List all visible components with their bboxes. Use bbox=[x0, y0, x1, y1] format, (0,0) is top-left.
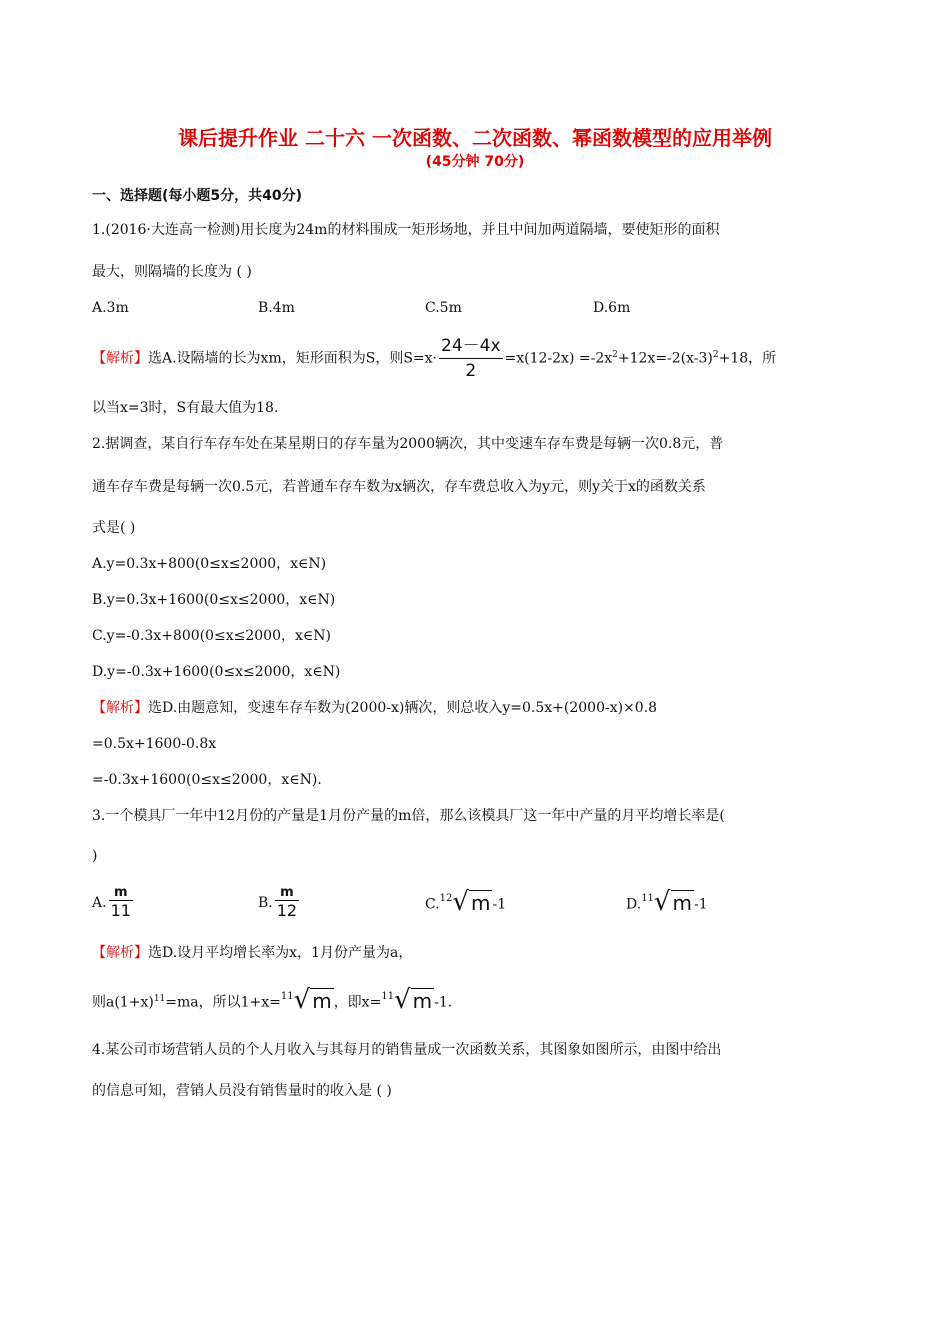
q1-option-b: B.4m bbox=[258, 300, 295, 316]
q2-option-b: B.y=0.3x+1600(0≤x≤2000，x∈N) bbox=[92, 592, 336, 608]
q3-c-index: 12 bbox=[439, 893, 453, 904]
q3-solution-line1 bbox=[92, 943, 412, 963]
q1-stem-line2: 最大，则隔墙的长度为 ( ) bbox=[92, 264, 252, 280]
q2-solution-line3: =-0.3x+1600(0≤x≤2000，x∈N). bbox=[92, 772, 322, 788]
q3-option-c-label: C. bbox=[425, 896, 440, 913]
q2-solution-line1 bbox=[92, 698, 657, 718]
q3-sol2-mid2: ，即x= bbox=[333, 994, 382, 1011]
q3-sol2-mid: =ma，所以1+x= bbox=[165, 994, 281, 1011]
q1-sol-pre: 选A.设隔墙的长为xm，矩形面积为S，则S=x· bbox=[148, 350, 437, 367]
q1-fraction bbox=[439, 334, 503, 383]
q1-sol-post3: +18，所 bbox=[718, 350, 777, 367]
q3-option-a-label: A. bbox=[92, 895, 107, 911]
q1-frac-num: 24－4x bbox=[441, 336, 501, 357]
q2-stem-line2: 通车存车费是每辆一次0.5元，若普通车存车数为x辆次，存车费总收入为y元，则y关于x的函数关系 bbox=[92, 479, 706, 495]
page-title: 课后提升作业 二十六 一次函数、二次函数、幂函数模型的应用举例 bbox=[178, 126, 772, 150]
radical-sign: √ bbox=[394, 985, 411, 1016]
q2-solution-line2: =0.5x+1600-0.8x bbox=[92, 736, 217, 752]
q3-sol-index2: 11 bbox=[381, 991, 395, 1003]
radical-sign: √ bbox=[293, 985, 311, 1016]
q1-sol-post1: =x(12-2x) =-2x bbox=[504, 350, 613, 367]
q1-sup1: 2 bbox=[612, 350, 618, 360]
q3-d-index: 11 bbox=[641, 893, 654, 904]
q1-solution-line1 bbox=[92, 331, 776, 383]
q3-option-d-root bbox=[641, 882, 694, 927]
radical-sign: √ bbox=[653, 887, 671, 917]
q3-sol-root2 bbox=[381, 980, 434, 1025]
q1-solution-line2: 以当x=3时，S有最大值为18. bbox=[92, 400, 279, 416]
solution-tag: 【解析】 bbox=[92, 350, 148, 367]
q1-option-a: A.3m bbox=[92, 300, 129, 316]
q3-option-a bbox=[92, 880, 135, 926]
section-heading: 一、选择题(每小题5分，共40分) bbox=[92, 188, 303, 204]
q4-stem-line1: 4.某公司市场营销人员的个人月收入与其每月的销售量成一次函数关系，其图象如图所示，由图中给出 bbox=[92, 1042, 722, 1058]
q3-b-num: m bbox=[280, 884, 294, 900]
q3-a-den: 11 bbox=[110, 900, 131, 920]
solution-tag: 【解析】 bbox=[92, 945, 148, 961]
q1-option-d: D.6m bbox=[593, 300, 631, 316]
q3-stem-line2: ) bbox=[92, 848, 98, 864]
radical-sign: √ bbox=[452, 887, 469, 917]
q3-option-c-root bbox=[440, 882, 493, 927]
q3-sol-radicand1: m bbox=[312, 989, 332, 1014]
q1-frac-den: 2 bbox=[439, 358, 503, 383]
q3-sol2-pre: 则a(1+x) bbox=[92, 994, 154, 1011]
q2-stem-line3: 式是( ) bbox=[92, 520, 136, 536]
q2-option-a: A.y=0.3x+800(0≤x≤2000，x∈N) bbox=[92, 556, 327, 572]
q3-option-a-fraction bbox=[109, 886, 133, 921]
q3-option-b bbox=[258, 880, 301, 926]
q3-sol2-end: -1. bbox=[434, 994, 453, 1011]
q3-option-d bbox=[626, 882, 708, 927]
solution-tag: 【解析】 bbox=[92, 700, 148, 716]
q3-solution-line2 bbox=[92, 978, 452, 1025]
q3-b-den: 12 bbox=[276, 900, 298, 920]
q3-d-minus: -1 bbox=[693, 896, 708, 913]
q3-option-c bbox=[425, 882, 506, 927]
q1-sol-post2: +12x=-2(x-3) bbox=[617, 350, 713, 367]
q3-sol-radicand2: m bbox=[412, 989, 433, 1014]
q2-stem-line1: 2.据调查，某自行车存车处在某星期日的存车量为2000辆次，其中变速车存车费是每辆一次0.8元，普 bbox=[92, 436, 724, 452]
q1-option-c: C.5m bbox=[425, 300, 462, 316]
q2-sol1: 选D.由题意知，变速车存车数为(2000-x)辆次，则总收入y=0.5x+(2000-x)×0.8 bbox=[148, 700, 658, 716]
q4-stem-line2: 的信息可知，营销人员没有销售量时的收入是 ( ) bbox=[92, 1083, 392, 1099]
q3-sol1: 选D.设月平均增长率为x，1月份产量为a， bbox=[148, 945, 413, 961]
q1-stem-line1: 1.(2016·大连高一检测)用长度为24m的材料围成一矩形场地，并且中间加两道隔墙，要使矩形的面积 bbox=[92, 222, 720, 238]
q3-sol-index1: 11 bbox=[280, 991, 294, 1003]
q2-option-c: C.y=-0.3x+800(0≤x≤2000，x∈N) bbox=[92, 628, 331, 644]
q3-c-radicand: m bbox=[470, 891, 491, 915]
q3-c-minus: -1 bbox=[492, 896, 507, 913]
q3-option-b-fraction bbox=[275, 886, 299, 921]
q3-option-d-label: D. bbox=[626, 896, 642, 913]
q3-stem-line1: 3.一个模具厂一年中12月份的产量是1月份产量的m倍，那么该模具厂这一年中产量的月平均增长率是( bbox=[92, 808, 725, 824]
page-subtitle: (45分钟 70分) bbox=[425, 154, 525, 170]
q3-sol-root1 bbox=[281, 980, 334, 1025]
q2-option-d: D.y=-0.3x+1600(0≤x≤2000，x∈N) bbox=[92, 664, 341, 680]
q1-sup2: 2 bbox=[712, 350, 719, 360]
q3-d-radicand: m bbox=[672, 891, 692, 915]
q3-sol2-sup: 11 bbox=[153, 994, 166, 1004]
q3-a-num: m bbox=[113, 884, 128, 900]
q3-option-b-label: B. bbox=[258, 895, 273, 911]
